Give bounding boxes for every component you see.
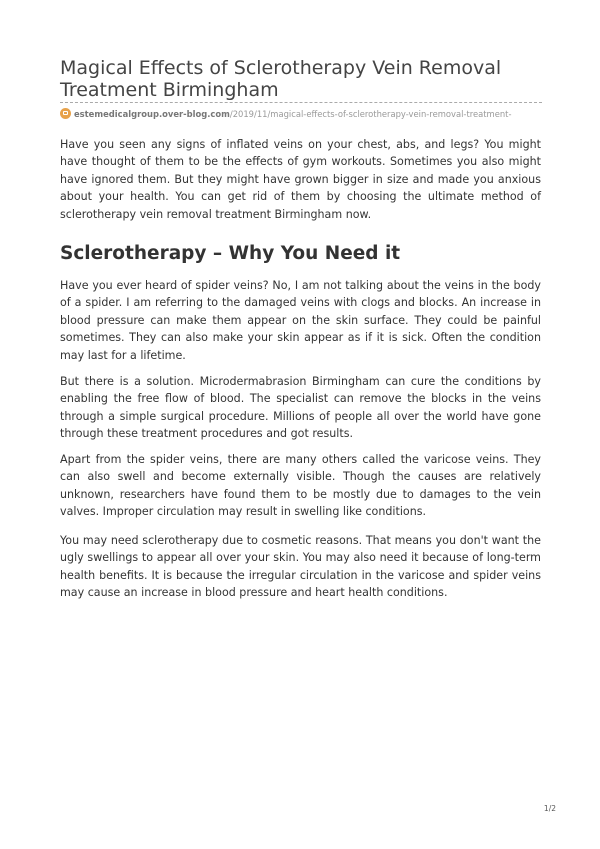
page-title: Magical Effects of Sclerotherapy Vein Removal Treatment Birmingham xyxy=(60,57,502,101)
section-heading: Sclerotherapy – Why You Need it xyxy=(60,243,401,264)
body-paragraph: Have you ever heard of spider veins? No, I am not talking about the veins in the body of a spider. I am referring to the damaged veins with clogs and blocks. An increase in blood pressure can make them appear on the skin surface. They could be painful sometimes. They can also make your skin appear as if it is sick. Often the condition may last for a lifetime. xyxy=(60,279,541,362)
body-paragraph: Apart from the spider veins, there are many others called the varicose veins. They can also swell and become externally visible. Though the causes are relatively unknown, researchers have found them to be mostly due to damages to the vein valves. Improper circulation may result in swelling like conditions. xyxy=(60,453,541,519)
page-number: 1/2 xyxy=(543,804,556,813)
source-domain[interactable]: estemedicalgroup.over-blog.com xyxy=(74,109,230,119)
body-paragraph: You may need sclerotherapy due to cosmetic reasons. That means you don't want the ugly swellings to appear all over your skin. You may also need it because of long-term health benefits. It is because the irregular circulation in the varicose and spider veins may cause an increase in blood pressure and heart health conditions. xyxy=(60,534,541,600)
source-url[interactable] xyxy=(60,108,550,120)
blog-icon xyxy=(60,108,71,119)
source-path[interactable]: /2019/11/magical-effects-of-sclerotherapy-vein-removal-treatment- xyxy=(229,109,512,119)
body-paragraph: But there is a solution. Microdermabrasion Birmingham can cure the conditions by enabling the free flow of blood. The specialist can remove the blocks in the veins through a simple surgical procedure. Millions of people all over the world have gone through these treatment procedures and got results. xyxy=(60,375,541,441)
intro-paragraph: Have you seen any signs of inflated veins on your chest, abs, and legs? You might have thought of them to be the effects of gym workouts. Sometimes you also might have ignored them. But they might have grown bigger in size and made you anxious about your health. You can get rid of them by choosing the ultimate method of sclerotherapy vein removal treatment Birmingham now. xyxy=(60,138,541,221)
title-divider xyxy=(60,102,542,103)
